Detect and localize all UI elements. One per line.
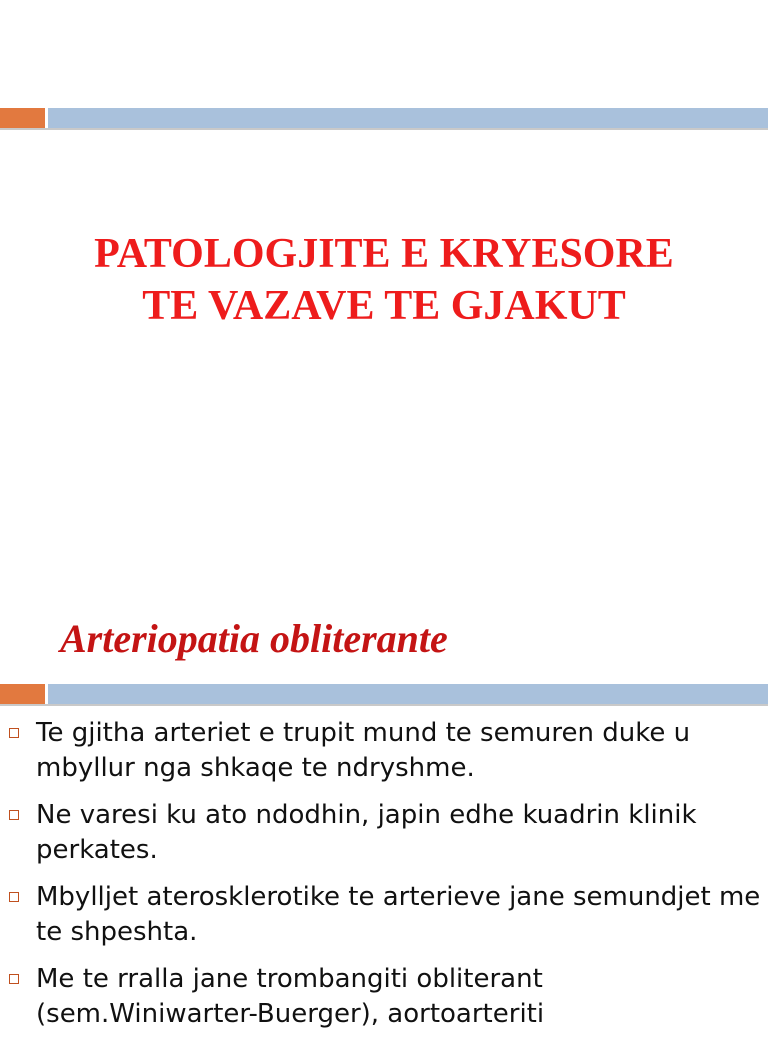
bullet-item [0,880,768,950]
top-decorative-bar [0,108,768,128]
slide-title-line-1: PATOLOGJITE E KRYESORE [94,231,674,277]
square-bullet-icon [9,892,19,902]
bullet-list [0,716,768,1044]
bullet-text: Me te rralla jane trombangiti obliterant (sem.Winiwarter-Buerger), aortoarteriti [36,964,545,1029]
bullet-item [0,962,768,1032]
bullet-item [0,798,768,868]
section-decorative-bar [0,684,768,704]
square-bullet-icon [9,728,19,738]
bullet-text: Mbylljet aterosklerotike te arterieve jane semundjet me te shpeshta. [36,882,761,947]
bullet-text: Te gjitha arteriet e trupit mund te semuren duke u mbyllur nga shkaqe te ndryshme. [36,718,691,783]
bar-orange-segment [0,108,45,128]
slide-title-line-2: TE VAZAVE TE GJAKUT [142,283,626,329]
bullet-item [0,716,768,786]
square-bullet-icon [9,974,19,984]
slide-title [0,228,768,332]
bar-blue-segment [48,684,768,704]
bullet-text: Ne varesi ku ato ndodhin, japin edhe kuadrin klinik perkates. [36,800,697,865]
section-heading: Arteriopatia obliterante [60,616,448,661]
bar-underline [0,704,768,706]
bar-orange-segment [0,684,45,704]
bar-blue-segment [48,108,768,128]
bar-underline [0,128,768,130]
square-bullet-icon [9,810,19,820]
